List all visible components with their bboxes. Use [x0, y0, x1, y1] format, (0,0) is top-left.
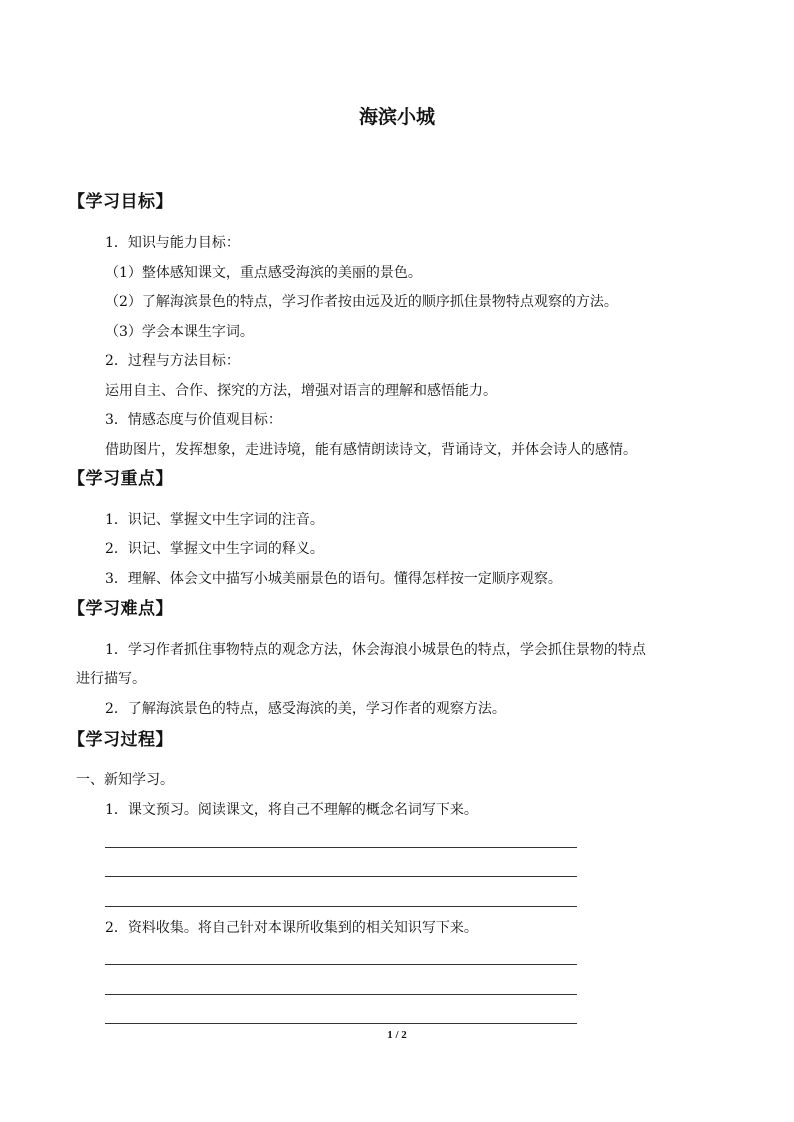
- goals-line-6: 运用自主、合作、探究的方法，增强对语言的理解和感悟能力。: [105, 383, 497, 399]
- difficulties-line-3: 2．了解海滨景色的特点，感受海滨的美，学习作者的观察方法。: [105, 701, 506, 717]
- answer-line[interactable]: [105, 1023, 577, 1024]
- process-question-2: 2．资料收集。将自己针对本课所收集到的相关知识写下来。: [105, 920, 478, 936]
- key-points-line-2: 2．识记、掌握文中生字词的释义。: [105, 541, 324, 557]
- difficulties-line-2: 进行描写。: [76, 671, 146, 687]
- difficulties-line-1: 1．学习作者抓住事物特点的观念方法，休会海浪小城景色的特点，学会抓住景物的特点: [105, 642, 646, 658]
- answer-line[interactable]: [105, 847, 577, 848]
- goals-line-4: （3）学会本课生字词。: [105, 324, 254, 340]
- process-line-1: 一、新知学习。: [76, 772, 174, 788]
- goals-line-5: 2．过程与方法目标：: [105, 353, 240, 369]
- page-number: 1 / 2: [387, 1029, 407, 1041]
- goals-line-3: （2）了解海滨景色的特点，学习作者按由远及近的顺序抓住景物特点观察的方法。: [105, 294, 618, 310]
- goals-line-2: （1）整体感知课文，重点感受海滨的美丽的景色。: [105, 265, 422, 281]
- answer-line[interactable]: [105, 964, 577, 965]
- answer-line[interactable]: [105, 906, 577, 907]
- section-heading-key-points: 【学习重点】: [68, 469, 173, 489]
- answer-line[interactable]: [105, 876, 577, 877]
- goals-line-7: 3．情感态度与价值观目标：: [105, 412, 282, 428]
- section-heading-difficulties: 【学习难点】: [68, 599, 173, 619]
- document-title: 海滨小城: [358, 106, 435, 128]
- key-points-line-1: 1．识记、掌握文中生字词的注音。: [105, 512, 324, 528]
- goals-line-8: 借助图片，发挥想象，走进诗境，能有感情朗读诗文，背诵诗文，并体会诗人的感情。: [105, 442, 637, 458]
- answer-line[interactable]: [105, 994, 577, 995]
- process-question-1: 1．课文预习。阅读课文，将自己不理解的概念名词写下来。: [105, 802, 478, 818]
- section-heading-goals: 【学习目标】: [68, 192, 173, 212]
- goals-line-1: 1．知识与能力目标：: [105, 235, 240, 251]
- section-heading-process: 【学习过程】: [68, 730, 173, 750]
- key-points-line-3: 3．理解、体会文中描写小城美丽景色的语句。懂得怎样按一定顺序观察。: [105, 571, 562, 587]
